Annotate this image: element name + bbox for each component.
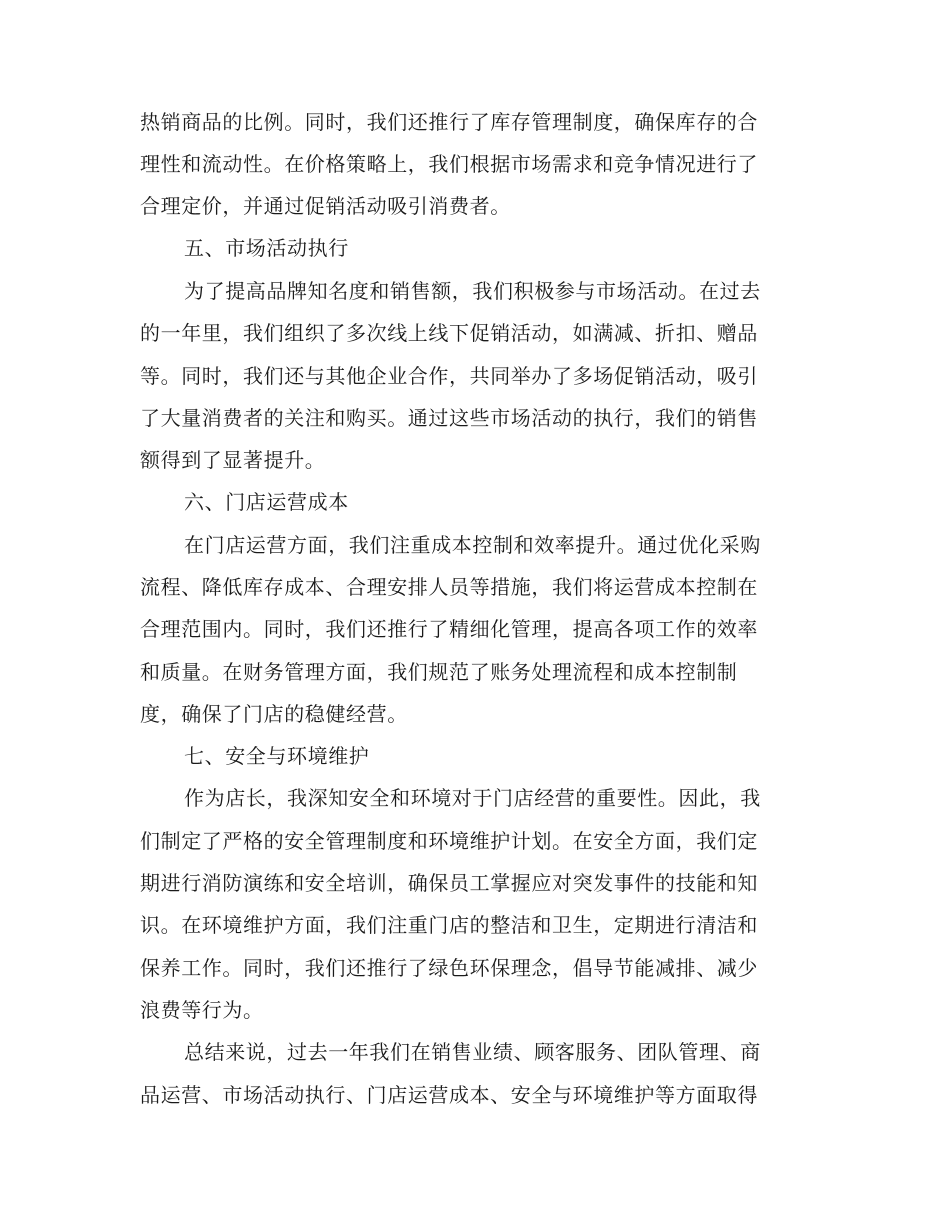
paragraph-line: 合理范围内。同时，我们还推行了精细化管理，提高各项工作的效率 bbox=[140, 617, 758, 641]
section-heading: 六、门店运营成本 bbox=[184, 490, 349, 514]
paragraph-line: 了大量消费者的关注和购买。通过这些市场活动的执行，我们的销售 bbox=[140, 406, 758, 430]
paragraph-line: 们制定了严格的安全管理制度和环境维护计划。在安全方面，我们定 bbox=[140, 829, 758, 853]
paragraph-line: 品运营、市场活动执行、门店运营成本、安全与环境维护等方面取得 bbox=[140, 1083, 758, 1107]
paragraph-line: 等。同时，我们还与其他企业合作，共同举办了多场促销活动，吸引 bbox=[140, 364, 758, 388]
paragraph-line: 流程、降低库存成本、合理安排人员等措施，我们将运营成本控制在 bbox=[140, 575, 758, 599]
paragraph-line: 度，确保了门店的稳健经营。 bbox=[140, 702, 408, 726]
paragraph-line: 的一年里，我们组织了多次线上线下促销活动，如满减、折扣、赠品 bbox=[140, 321, 758, 345]
paragraph-line: 识。在环境维护方面，我们注重门店的整洁和卫生，定期进行清洁和 bbox=[140, 913, 758, 937]
paragraph-line: 和质量。在财务管理方面，我们规范了账务处理流程和成本控制制 bbox=[140, 660, 738, 684]
paragraph-line: 浪费等行为。 bbox=[140, 998, 264, 1022]
paragraph-line: 热销商品的比例。同时，我们还推行了库存管理制度，确保库存的合 bbox=[140, 110, 758, 134]
paragraph-line: 额得到了显著提升。 bbox=[140, 448, 326, 472]
paragraph-line: 作为店长，我深知安全和环境对于门店经营的重要性。因此，我 bbox=[184, 786, 761, 810]
paragraph-line: 理性和流动性。在价格策略上，我们根据市场需求和竞争情况进行了 bbox=[140, 152, 758, 176]
paragraph-line: 保养工作。同时，我们还推行了绿色环保理念，倡导节能减排、减少 bbox=[140, 956, 758, 980]
paragraph-line: 在门店运营方面，我们注重成本控制和效率提升。通过优化采购 bbox=[184, 533, 761, 557]
paragraph-line: 为了提高品牌知名度和销售额，我们积极参与市场活动。在过去 bbox=[184, 279, 761, 303]
section-heading: 五、市场活动执行 bbox=[184, 236, 349, 260]
section-heading: 七、安全与环境维护 bbox=[184, 744, 370, 768]
paragraph-line: 期进行消防演练和安全培训，确保员工掌握应对突发事件的技能和知 bbox=[140, 871, 758, 895]
paragraph-line: 合理定价，并通过促销活动吸引消费者。 bbox=[140, 194, 511, 218]
paragraph-line: 总结来说，过去一年我们在销售业绩、顾客服务、团队管理、商 bbox=[184, 1040, 761, 1064]
